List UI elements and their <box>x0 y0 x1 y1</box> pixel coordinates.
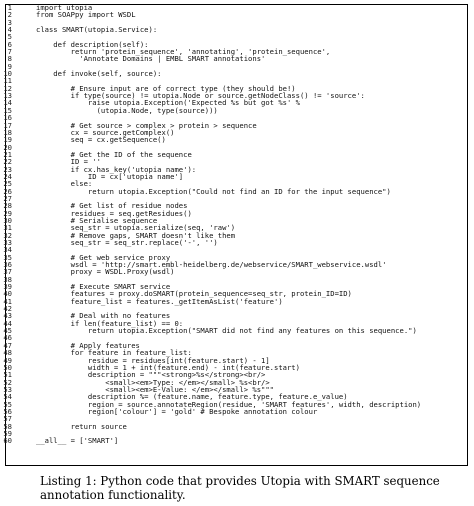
line-number: 24 <box>3 171 12 181</box>
code-text: description = """<strong>%s</strong><br/> <box>36 370 266 380</box>
code-text: <small><em>E-Value: </em></small> %s""" <box>36 384 274 394</box>
line-number: 31 <box>3 223 12 233</box>
code-text: cx = source.getComplex() <box>36 127 175 137</box>
line-number: 41 <box>3 296 12 306</box>
line-number: 3 <box>7 17 12 27</box>
code-text: if len(feature_list) == 0: <box>36 318 184 328</box>
line-number: 49 <box>3 355 12 365</box>
line-number: 19 <box>3 135 12 145</box>
code-line <box>0 408 474 415</box>
code-text: # Apply features <box>36 340 140 350</box>
line-number: 27 <box>3 193 12 203</box>
line-number: 2 <box>7 10 12 20</box>
code-text: # Get list of residue nodes <box>36 201 188 211</box>
line-number: 6 <box>7 39 12 49</box>
code-text: # Serialise sequence <box>36 215 158 225</box>
line-number: 54 <box>3 392 12 402</box>
code-text: region['colour'] = 'gold' # Bespoke annotation colour <box>36 406 318 416</box>
code-text: width = 1 + int(feature.end) - int(feature.start) <box>36 362 300 372</box>
code-line <box>0 298 474 305</box>
code-text: class SMART(utopia.Service): <box>36 25 158 35</box>
code-text: __all__ = ['SMART'] <box>36 436 119 446</box>
code-text: seq = cx.getSequence() <box>36 135 166 145</box>
code-text: if type(source) != utopia.Node or source.getNodeClass() != 'source': <box>36 91 365 101</box>
code-text: return utopia.Exception("SMART did not find any features on this sequence.") <box>36 326 417 336</box>
line-number: 20 <box>3 142 12 152</box>
code-line <box>0 11 474 18</box>
code-text: else: <box>36 179 93 189</box>
line-number: 8 <box>7 54 12 64</box>
code-line <box>0 239 474 246</box>
line-number: 7 <box>7 47 12 57</box>
listing-caption: Listing 1: Python code that provides Utopia with SMART sequence annotation functionality. <box>40 474 440 502</box>
line-number: 46 <box>3 333 12 343</box>
line-number: 5 <box>7 32 12 42</box>
code-text: seq_str = seq_str.replace('-', '') <box>36 238 218 247</box>
code-text: ID = '' <box>36 157 101 167</box>
line-number: 16 <box>3 113 12 123</box>
line-number: 1 <box>7 3 12 12</box>
code-line <box>0 188 474 195</box>
code-text: from SOAPpy import WSDL <box>36 10 136 20</box>
code-text: def description(self): <box>36 39 149 49</box>
line-number: 44 <box>3 318 12 328</box>
line-number: 48 <box>3 348 12 358</box>
line-number: 60 <box>3 436 12 446</box>
code-text: ID = cx['utopia name'] <box>36 171 184 181</box>
code-line <box>0 107 474 114</box>
line-number: 45 <box>3 326 12 336</box>
code-text: raise utopia.Exception('Expected %s but got %s' % <box>36 98 300 108</box>
line-number: 57 <box>3 414 12 424</box>
line-number: 18 <box>3 127 12 137</box>
line-number: 11 <box>3 76 12 86</box>
code-text: for feature in feature_list: <box>36 348 192 358</box>
code-line <box>0 26 474 33</box>
code-text: # Get source > complex > protein > sequence <box>36 120 257 130</box>
line-number: 34 <box>3 245 12 255</box>
line-number: 37 <box>3 267 12 277</box>
code-line <box>0 423 474 430</box>
code-line <box>0 268 474 275</box>
line-number: 59 <box>3 428 12 438</box>
line-number: 55 <box>3 399 12 409</box>
line-number: 30 <box>3 215 12 225</box>
line-number: 9 <box>7 61 12 71</box>
code-text: return 'protein_sequence', 'annotating', 'protein_sequence', <box>36 47 331 57</box>
line-number: 29 <box>3 208 12 218</box>
code-line <box>0 70 474 77</box>
code-text: 'Annotate Domains | EMBL SMART annotations' <box>36 54 266 64</box>
line-number: 53 <box>3 384 12 394</box>
code-text: # Get web service proxy <box>36 252 171 262</box>
code-line <box>0 437 474 444</box>
code-text: residues = seq.getResidues() <box>36 208 192 218</box>
code-text: <small><em>Type: </em></small> %s<br/> <box>36 377 270 387</box>
line-number: 21 <box>3 149 12 159</box>
code-text: import utopia <box>36 3 93 12</box>
line-number: 13 <box>3 91 12 101</box>
code-text: residue = residues[int(feature.start) - 1] <box>36 355 270 365</box>
code-text: # Ensure input are of correct type (they should be!) <box>36 83 296 93</box>
line-number: 40 <box>3 289 12 299</box>
code-line <box>0 327 474 334</box>
line-number: 23 <box>3 164 12 174</box>
line-number: 36 <box>3 260 12 270</box>
line-number: 47 <box>3 340 12 350</box>
code-text: if cx.has_key('utopia name'): <box>36 164 197 174</box>
line-number: 39 <box>3 282 12 292</box>
line-number: 4 <box>7 25 12 35</box>
code-text: # Remove gaps, SMART doesn't like them <box>36 230 236 240</box>
line-number: 43 <box>3 311 12 321</box>
line-number: 17 <box>3 120 12 130</box>
code-text: # Execute SMART service <box>36 282 171 292</box>
line-number: 35 <box>3 252 12 262</box>
code-text: proxy = WSDL.Proxy(wsdl) <box>36 267 175 277</box>
line-number: 33 <box>3 238 12 247</box>
line-number: 38 <box>3 274 12 284</box>
code-line <box>0 55 474 62</box>
code-text: return utopia.Exception("Could not find an ID for the input sequence") <box>36 186 391 196</box>
code-text: def invoke(self, source): <box>36 69 162 79</box>
line-number: 50 <box>3 362 12 372</box>
code-text: feature_list = features._getItemAsList('feature') <box>36 296 283 306</box>
code-listing <box>0 4 474 445</box>
line-number: 14 <box>3 98 12 108</box>
code-text: return source <box>36 421 127 431</box>
line-number: 42 <box>3 304 12 314</box>
code-text: seq_str = utopia.serialize(seq, 'raw') <box>36 223 236 233</box>
line-number: 51 <box>3 370 12 380</box>
code-text: # Deal with no features <box>36 311 171 321</box>
line-number: 28 <box>3 201 12 211</box>
code-line <box>0 136 474 143</box>
line-number: 32 <box>3 230 12 240</box>
line-number: 52 <box>3 377 12 387</box>
line-number: 22 <box>3 157 12 167</box>
line-number: 25 <box>3 179 12 189</box>
line-number: 26 <box>3 186 12 196</box>
code-text: description %= (feature.name, feature.type, feature.e_value) <box>36 392 348 402</box>
code-text: features = proxy.doSMART(protein_sequence=seq_str, protein_ID=ID) <box>36 289 352 299</box>
code-text: region = source.annotateRegion(residue, 'SMART features', width, description) <box>36 399 422 409</box>
line-number: 12 <box>3 83 12 93</box>
code-text: (utopia.Node, type(source))) <box>36 105 218 115</box>
code-text: # Get the ID of the sequence <box>36 149 192 159</box>
line-number: 10 <box>3 69 12 79</box>
code-text: wsdl = 'http://smart.embl-heidelberg.de/webservice/SMART_webservice.wsdl' <box>36 260 387 270</box>
line-number: 15 <box>3 105 12 115</box>
line-number: 56 <box>3 406 12 416</box>
line-number: 58 <box>3 421 12 431</box>
